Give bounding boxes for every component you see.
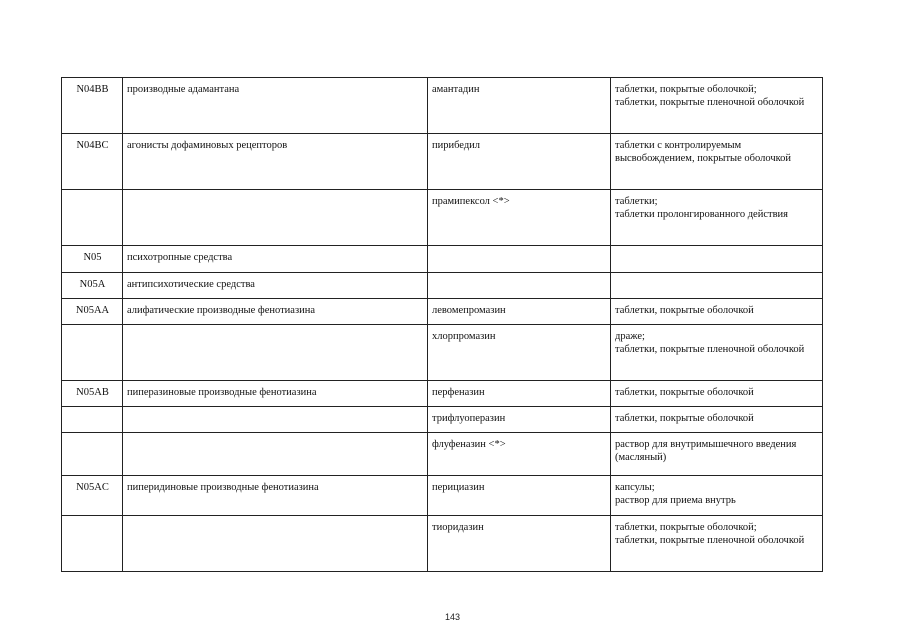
dosage-form-cell — [611, 246, 823, 273]
atc-code-cell: N04BB — [62, 78, 123, 134]
group-cell — [123, 190, 428, 246]
drug-cell: перфеназин — [428, 381, 611, 407]
group-cell — [123, 325, 428, 381]
table-row — [62, 433, 823, 476]
table-row — [62, 190, 823, 246]
dosage-form-cell: таблетки с контролируемым высвобождением, покрытые оболочкой — [611, 134, 823, 190]
drug-table — [61, 77, 823, 572]
group-cell: агонисты дофаминовых рецепторов — [123, 134, 428, 190]
atc-code-cell — [62, 325, 123, 381]
atc-code-cell: N05AB — [62, 381, 123, 407]
drug-cell: флуфеназин <*> — [428, 433, 611, 476]
table-row — [62, 381, 823, 407]
drug-cell: прамипексол <*> — [428, 190, 611, 246]
drug-cell: амантадин — [428, 78, 611, 134]
dosage-form-cell: таблетки, покрытые оболочкой — [611, 381, 823, 407]
group-cell: пиперидиновые производные фенотиазина — [123, 476, 428, 516]
table-row — [62, 476, 823, 516]
table-row — [62, 273, 823, 299]
group-cell: пиперазиновые производные фенотиазина — [123, 381, 428, 407]
table-row — [62, 299, 823, 325]
drug-cell: пирибедил — [428, 134, 611, 190]
drug-cell: левомепромазин — [428, 299, 611, 325]
atc-code-cell — [62, 407, 123, 433]
table-row — [62, 407, 823, 433]
drug-cell — [428, 273, 611, 299]
dosage-form-cell: капсулы; раствор для приема внутрь — [611, 476, 823, 516]
dosage-form-cell: таблетки, покрытые оболочкой — [611, 407, 823, 433]
table-row — [62, 246, 823, 273]
atc-code-cell: N04BC — [62, 134, 123, 190]
dosage-form-cell: таблетки, покрытые оболочкой; таблетки, покрытые пленочной оболочкой — [611, 516, 823, 572]
atc-code-cell — [62, 433, 123, 476]
group-cell: антипсихотические средства — [123, 273, 428, 299]
group-cell: психотропные средства — [123, 246, 428, 273]
atc-code-cell: N05AA — [62, 299, 123, 325]
atc-code-cell — [62, 190, 123, 246]
drug-cell: трифлуоперазин — [428, 407, 611, 433]
drug-cell: перициазин — [428, 476, 611, 516]
dosage-form-cell: раствор для внутримышечного введения (масляный) — [611, 433, 823, 476]
table-row — [62, 516, 823, 572]
group-cell — [123, 407, 428, 433]
atc-code-cell: N05 — [62, 246, 123, 273]
drug-cell: хлорпромазин — [428, 325, 611, 381]
table-row — [62, 134, 823, 190]
group-cell — [123, 433, 428, 476]
drug-cell: тиоридазин — [428, 516, 611, 572]
atc-code-cell: N05AC — [62, 476, 123, 516]
dosage-form-cell: драже; таблетки, покрытые пленочной оболочкой — [611, 325, 823, 381]
dosage-form-cell — [611, 273, 823, 299]
atc-code-cell: N05A — [62, 273, 123, 299]
atc-code-cell — [62, 516, 123, 572]
group-cell: производные адамантана — [123, 78, 428, 134]
group-cell: алифатические производные фенотиазина — [123, 299, 428, 325]
table-row — [62, 78, 823, 134]
group-cell — [123, 516, 428, 572]
drug-cell — [428, 246, 611, 273]
table-row — [62, 325, 823, 381]
dosage-form-cell: таблетки, покрытые оболочкой — [611, 299, 823, 325]
dosage-form-cell: таблетки, покрытые оболочкой; таблетки, покрытые пленочной оболочкой — [611, 78, 823, 134]
dosage-form-cell: таблетки; таблетки пролонгированного действия — [611, 190, 823, 246]
page-number: 143 — [444, 612, 461, 622]
